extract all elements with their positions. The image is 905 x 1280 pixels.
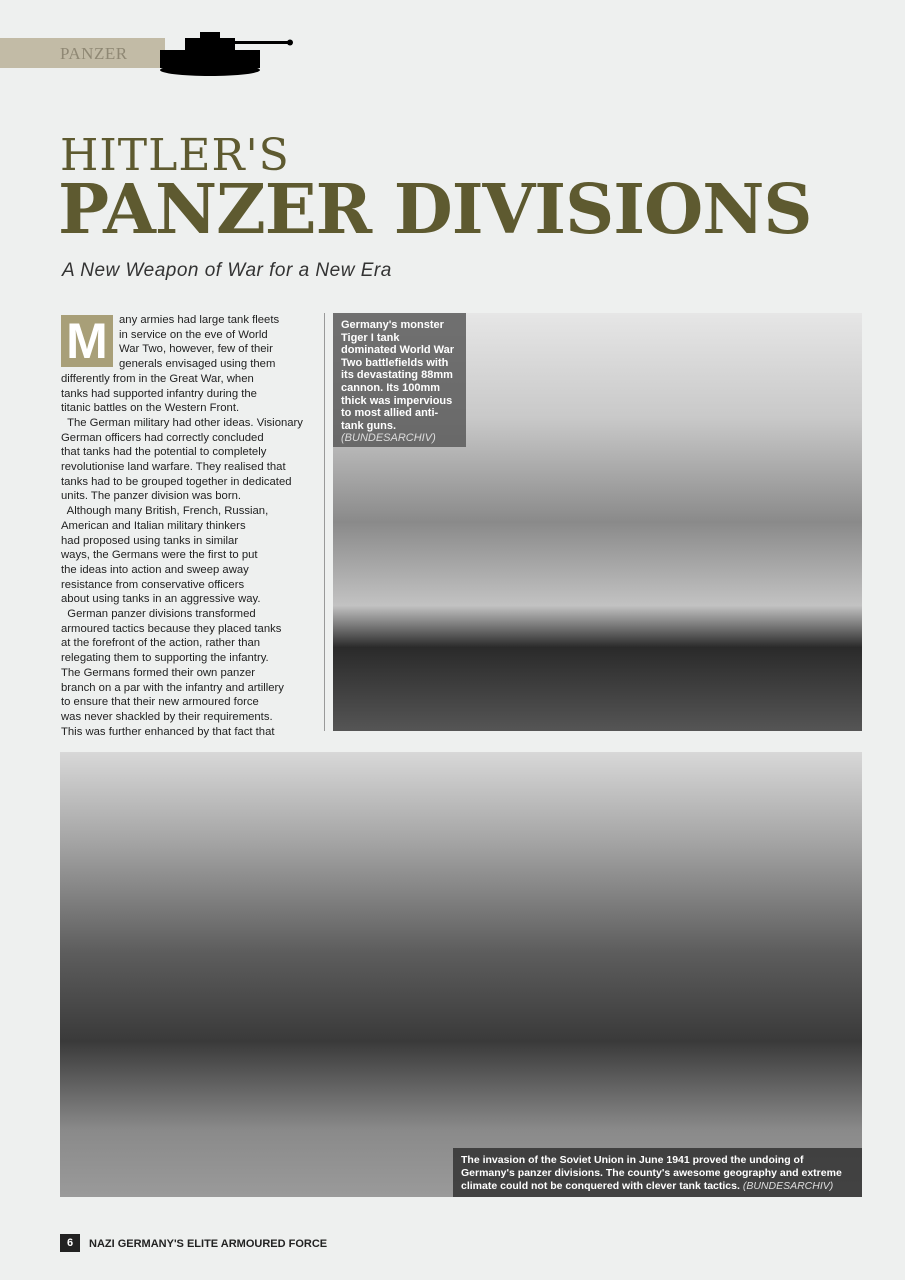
article-line: German panzer divisions transformed	[61, 608, 256, 621]
page-number: 6	[60, 1234, 80, 1252]
article-line: branch on a par with the infantry and artillery	[61, 681, 284, 694]
article-line: in service on the eve of World	[119, 328, 268, 341]
caption-text: The invasion of the Soviet Union in June 1941 proved the undoing of Germany's panzer divisions. The county's awesome geography and extreme climate could not be conquered with clever tank tactics.	[461, 1154, 842, 1192]
article-line: generals envisaged using them	[119, 358, 276, 371]
article-line: German officers had correctly concluded	[61, 431, 264, 444]
article-line: titanic battles on the Western Front.	[61, 402, 240, 415]
article-line: units. The panzer division was born.	[61, 490, 242, 503]
title-line-2: PANZER DIVISIONS	[58, 170, 812, 250]
article-line: at the forefront of the action, rather than	[61, 637, 261, 650]
article-line: American and Italian military thinkers	[61, 519, 246, 532]
section-band	[0, 38, 165, 68]
invasion-photo	[60, 752, 862, 1197]
photo-credit: (BUNDESARCHIV)	[341, 432, 436, 445]
article-line: to ensure that their new armoured force	[61, 696, 259, 709]
drop-cap: M	[61, 315, 113, 367]
tank-silhouette-icon	[155, 28, 295, 80]
article-line: The German military had other ideas. Visionary	[61, 416, 303, 429]
article-line: was never shackled by their requirements.	[61, 710, 273, 723]
article-line: This was further enhanced by that fact that	[61, 725, 275, 738]
section-label: PANZER	[60, 44, 128, 63]
title-line-1: HITLER'S	[60, 130, 290, 181]
article-line: armoured tactics because they placed tanks	[61, 622, 282, 635]
article-line: Although many British, French, Russian,	[61, 505, 269, 518]
article-line: revolutionise land warfare. They realised that	[61, 461, 286, 474]
footer-title: NAZI GERMANY'S ELITE ARMOURED FORCE	[89, 1238, 328, 1250]
article-line: about using tanks in an aggressive way.	[61, 593, 261, 606]
column-divider	[324, 313, 325, 731]
article-line: tanks had supported infantry during the	[61, 387, 257, 400]
photo-credit: (BUNDESARCHIV)	[742, 1180, 834, 1192]
article-line: had proposed using tanks in similar	[61, 534, 239, 547]
article-body	[61, 313, 319, 739]
caption-text: Germany's monster Tiger I tank dominated World War Two battlefields with its devastating 88mm cannon. Its 100mm thick was impervious to most allied anti-tank guns.	[341, 319, 455, 432]
article-line: War Two, however, few of their	[119, 343, 273, 356]
photo-caption	[453, 1148, 862, 1197]
subtitle: A New Weapon of War for a New Era	[62, 260, 392, 281]
article-line: relegating them to supporting the infantry.	[61, 652, 269, 665]
article-line: any armies had large tank fleets	[119, 314, 280, 326]
article-line: resistance from conservative officers	[61, 578, 245, 591]
article-line: tanks had to be grouped together in dedicated	[61, 475, 292, 488]
article-line: that tanks had the potential to completely	[61, 446, 267, 459]
article-line: the ideas into action and sweep away	[61, 563, 249, 576]
article-line: ways, the Germans were the first to put	[61, 549, 258, 562]
photo-caption	[333, 313, 466, 447]
article-line: differently from in the Great War, when	[61, 372, 254, 385]
article-line: The Germans formed their own panzer	[61, 666, 256, 679]
